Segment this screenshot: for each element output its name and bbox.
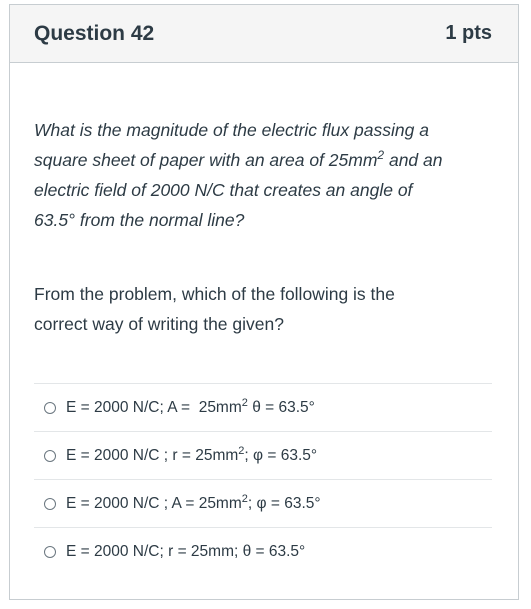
answer-text-suffix: θ = 63.5°: [247, 398, 315, 416]
question-card: [9, 4, 519, 600]
answer-label: [66, 492, 321, 513]
question-header: [10, 5, 518, 63]
answer-label: [66, 543, 305, 561]
answer-text: E = 2000 N/C; A = 25mm: [66, 398, 242, 416]
answer-option-2[interactable]: [34, 431, 492, 479]
prompt-line-1: What is the magnitude of the electric flux passing a: [34, 120, 429, 140]
answer-label: [66, 396, 315, 417]
prompt-superscript: 2: [377, 148, 385, 163]
question-prompt: [34, 115, 484, 235]
radio-button[interactable]: [44, 546, 56, 558]
answer-option-1[interactable]: [34, 383, 492, 431]
question-title: Question 42: [34, 21, 155, 45]
answer-superscript: 2: [241, 396, 248, 409]
question-line-1: From the problem, which of the following is the: [34, 284, 395, 304]
radio-button[interactable]: [44, 450, 56, 462]
question-line-2: correct way of writing the given?: [34, 314, 284, 334]
prompt-line-2b: and an: [384, 150, 443, 170]
prompt-line-4: 63.5° from the normal line?: [34, 210, 245, 230]
answer-text: E = 2000 N/C; r = 25mm; θ = 63.5°: [66, 542, 306, 560]
prompt-line-2a: square sheet of paper with an area of 25mm: [34, 150, 378, 170]
question-body: [10, 115, 518, 339]
answer-text-suffix: ; φ = 63.5°: [247, 494, 321, 512]
answer-text: E = 2000 N/C ; r = 25mm: [66, 446, 239, 464]
answer-option-3[interactable]: [34, 479, 492, 527]
radio-button[interactable]: [44, 402, 56, 414]
answer-label: [66, 444, 318, 465]
answer-superscript: 2: [238, 444, 245, 457]
answer-option-4[interactable]: [34, 527, 492, 575]
answer-superscript: 2: [241, 492, 248, 505]
question-text: [34, 279, 474, 339]
radio-button[interactable]: [44, 498, 56, 510]
answer-list: [34, 383, 492, 575]
answer-text-suffix: ; φ = 63.5°: [244, 446, 318, 464]
prompt-line-3: electric field of 2000 N/C that creates an angle of: [34, 180, 413, 200]
question-points: 1 pts: [445, 22, 492, 44]
answer-text: E = 2000 N/C ; A = 25mm: [66, 494, 242, 512]
